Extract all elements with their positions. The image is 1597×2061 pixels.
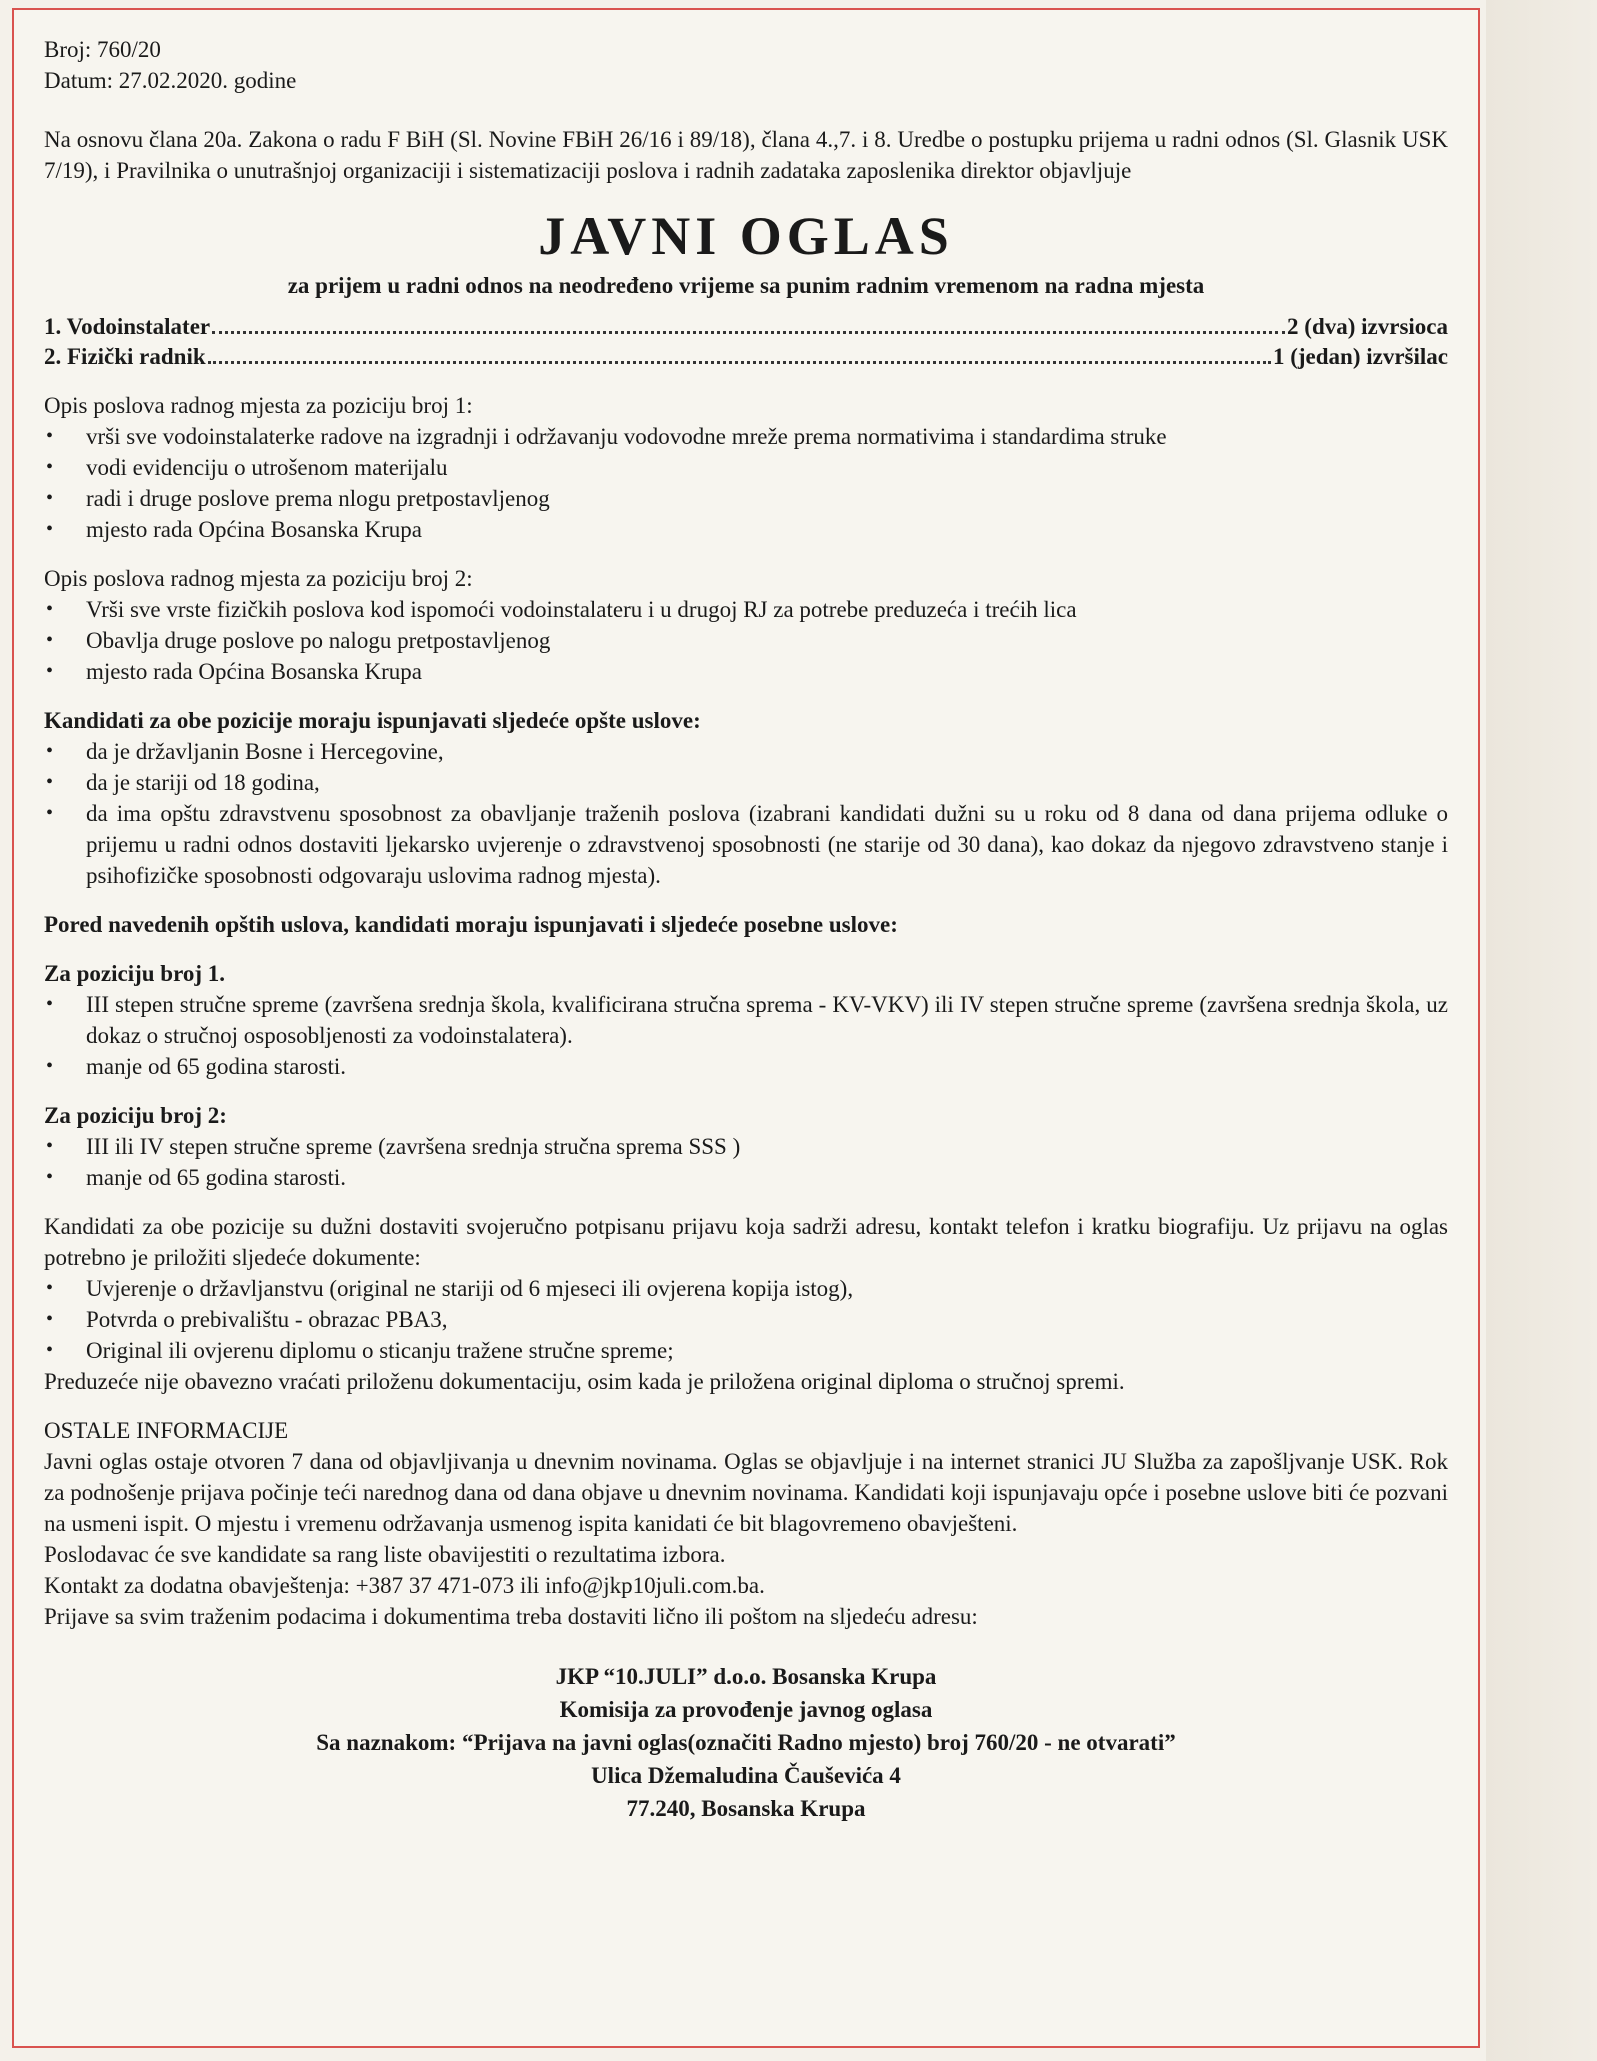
bullet-list (44, 1131, 1448, 1193)
section-heading: Za poziciju broj 1. (44, 961, 226, 986)
position-count: 1 (jedan) izvršilac (1272, 344, 1448, 369)
list-item: • da je državljanin Bosne i Hercegovine, (44, 736, 1448, 767)
conditions-position-1 (44, 958, 1448, 1082)
position-name: 1. Vodoinstalater (44, 314, 211, 339)
address-line: Ulica Džemaludina Čauševića 4 (591, 1763, 901, 1788)
other-info (44, 1415, 1448, 1632)
leader-dots (208, 342, 1271, 364)
section-heading: Kandidati za obe pozicije moraju ispunjavati sljedeće opšte uslove: (44, 708, 701, 733)
leader-dots (212, 312, 1285, 334)
info-paragraph: Prijave sa svim traženim podacima i dokumentima treba dostaviti lično ili poštom na sljedeću adresu: (44, 1604, 978, 1629)
list-item: • da je stariji od 18 godina, (44, 767, 1448, 798)
documents-intro: Kandidati za obe pozicije su dužni dostaviti svojeručno potpisanu prijavu koja sadrži adresu, kontakt telefon i kratku biografiju. Uz prijavu na oglas potrebno je priložiti sljedeće dokumente: (44, 1214, 1448, 1270)
documents-section (44, 1211, 1448, 1397)
info-paragraph: Javni oglas ostaje otvoren 7 dana od objavljivanja u dnevnim novinama. Oglas se objavljuje i na internet stranici JU Služba za zapošljvanje USK. Rok za podnošenje prijava počinje teći narednog dana od dana objave u dnevnim novinama. Kandidati koji ispunjavaju opće i posebne uslove biti će pozvani na usmeni ispit. O mjestu i vremenu održavanja usmenog ispita kanidati će bit blagovremeno obavješteni. (44, 1449, 1448, 1536)
general-conditions (44, 705, 1448, 891)
section-heading: Pored navedenih opštih uslova, kandidati moraju ispunjavati i sljedeće posebne uslove: (44, 912, 898, 937)
bullet-list (44, 1273, 1448, 1366)
bullet-list (44, 421, 1448, 545)
list-item: • manje od 65 godina starosti. (44, 1162, 1448, 1193)
page-title: JAVNI OGLAS (538, 206, 954, 266)
positions-list (44, 312, 1448, 372)
position-row (44, 342, 1448, 372)
address-line: Sa naznakom: “Prijava na javni oglas(označiti Radno mjesto) broj 760/20 - ne otvarati” (316, 1730, 1176, 1755)
list-item: • mjesto rada Općina Bosanska Krupa (44, 656, 1448, 687)
intro-paragraph: Na osnovu člana 20a. Zakona o radu F BiH (Sl. Novine FBiH 26/16 i 89/18), člana 4.,7. i 8. Uredbe o postupku prijema u radni odnos (Sl. Glasnik USK 7/19), i Pravilnika o unutrašnjoj organizaciji i sistematizaciji poslova i radnih zadataka zaposlenika direktor objavljuje (44, 127, 1448, 183)
adjacent-page-edge (1486, 0, 1597, 2061)
ad-frame (12, 8, 1480, 2048)
documents-note: Preduzeće nije obavezno vraćati priloženu dokumentaciju, osim kada je priložena original diploma o stručnoj spremi. (44, 1369, 1125, 1394)
list-item: • manje od 65 godina starosti. (44, 1051, 1448, 1082)
position-name: 2. Fizički radnik (44, 344, 206, 369)
list-item: • III ili IV stepen stručne spreme (završena srednja stručna sprema SSS ) (44, 1131, 1448, 1162)
address-block (44, 1660, 1448, 1825)
list-item: • radi i druge poslove prema nlogu pretpostavljenog (44, 483, 1448, 514)
description-position-1 (44, 390, 1448, 545)
list-item: • da ima opštu zdravstvenu sposobnost za obavljanje traženih poslova (izabrani kandidati dužni su u roku od 8 dana od dana prijema odluke o prijemu u radni odnos dostaviti ljekarsko uvjerenje o zdravstvenoj sposobnosti (ne starije od 30 dana), kao dokaz da njegovo zdravstveno stanje i psihofizičke sposobnosti odgovaraju uslovima radnog mjesta). (44, 798, 1448, 891)
doc-date: Datum: 27.02.2020. godine (44, 68, 297, 93)
list-item: • III stepen stručne spreme (završena srednja škola, kvalificirana stručna sprema - KV-VKV) ili IV stepen stručne spreme (završena srednja škola, uz dokaz o stručnoj osposobljenosti za vodoinstalatera). (44, 989, 1448, 1051)
header (44, 34, 1448, 96)
list-item: • vodi evidenciju o utrošenom materijalu (44, 452, 1448, 483)
address-line: 77.240, Bosanska Krupa (626, 1796, 866, 1821)
section-heading: Opis poslova radnog mjesta za poziciju broj 2: (44, 566, 473, 591)
position-row (44, 312, 1448, 342)
list-item: • Uvjerenje o državljanstvu (original ne stariji od 6 mjeseci ili ovjerena kopija istog), (44, 1273, 1448, 1304)
info-paragraph: Poslodavac će sve kandidate sa rang liste obavijestiti o rezultatima izbora. (44, 1542, 726, 1567)
list-item: • vrši sve vodoinstalaterke radove na izgradnji i održavanju vodovodne mreže prema normativima i standardima struke (44, 421, 1448, 452)
doc-number: Broj: 760/20 (44, 37, 161, 62)
list-item: • Vrši sve vrste fizičkih poslova kod ispomoći vodoinstalateru i u drugoj RJ za potrebe preduzeća i trećih lica (44, 594, 1448, 625)
contact-paragraph: Kontakt za dodatna obavještenja: +387 37 471-073 ili info@jkp10juli.com.ba. (44, 1573, 765, 1598)
section-heading: Za poziciju broj 2: (44, 1103, 227, 1128)
section-heading: Opis poslova radnog mjesta za poziciju broj 1: (44, 393, 473, 418)
bullet-list (44, 736, 1448, 891)
address-line: Komisija za provođenje javnog oglasa (559, 1697, 933, 1722)
bullet-list (44, 989, 1448, 1082)
bullet-list (44, 594, 1448, 687)
page-subtitle: za prijem u radni odnos na neodređeno vrijeme sa punim radnim vremenom na radna mjesta (287, 273, 1205, 298)
list-item: • Obavlja druge poslove po nalogu pretpostavljenog (44, 625, 1448, 656)
position-count: 2 (dva) izvrsioca (1287, 314, 1448, 339)
conditions-position-2 (44, 1100, 1448, 1193)
special-conditions (44, 909, 1448, 940)
list-item: • mjesto rada Općina Bosanska Krupa (44, 514, 1448, 545)
section-heading: OSTALE INFORMACIJE (44, 1418, 289, 1443)
list-item: • Original ili ovjerenu diplomu o sticanju tražene stručne spreme; (44, 1335, 1448, 1366)
address-line: JKP “10.JULI” d.o.o. Bosanska Krupa (555, 1664, 937, 1689)
description-position-2 (44, 563, 1448, 687)
list-item: • Potvrda o prebivalištu - obrazac PBA3, (44, 1304, 1448, 1335)
